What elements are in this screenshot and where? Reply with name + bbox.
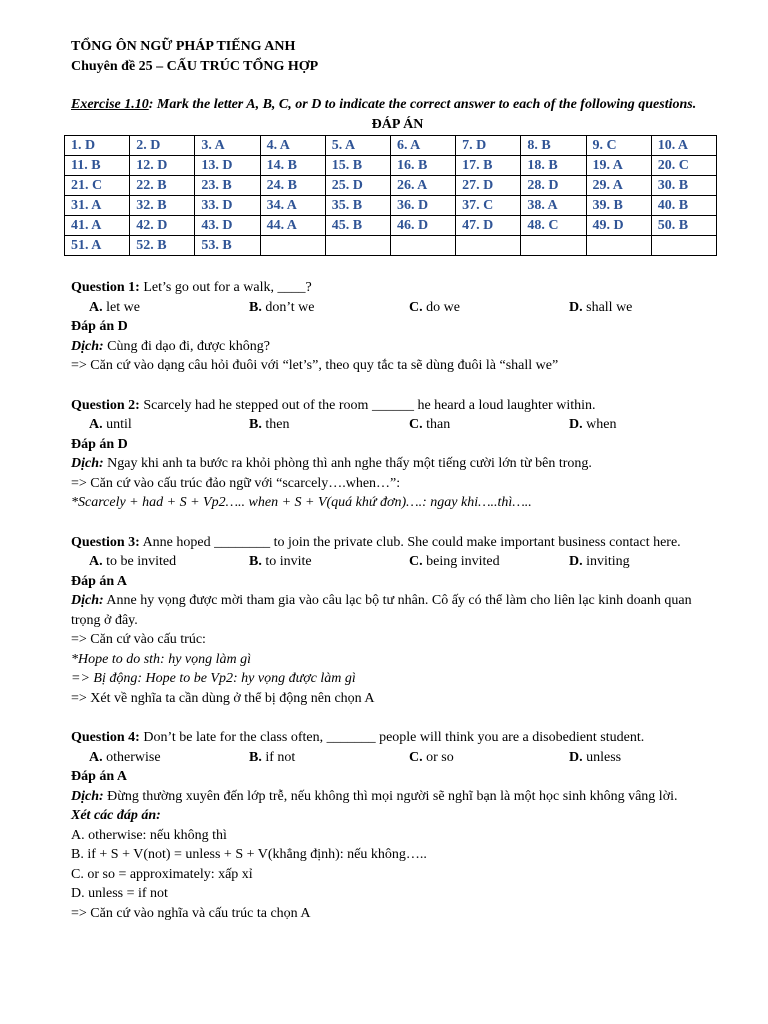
explanation-line: B. if + S + V(not) = unless + S + V(khẳng định): nếu không….. <box>71 847 427 862</box>
answer-key-cell: 9. C <box>586 136 651 156</box>
option-text: inviting <box>582 554 630 569</box>
answer-key-cell: 33. D <box>195 196 260 216</box>
answer-option <box>569 748 729 768</box>
answer-option <box>89 298 249 318</box>
answer-key-cell <box>325 236 390 256</box>
explanation-line: => Xét về nghĩa ta cần dùng ở thể bị động nên chọn A <box>71 690 375 706</box>
question-stem <box>71 278 711 298</box>
answer-key-cell <box>390 236 455 256</box>
answer-key-cell: 31. A <box>65 196 130 216</box>
translation <box>71 591 711 630</box>
answer-key-cell: 25. D <box>325 176 390 196</box>
option-letter: D. <box>569 749 583 765</box>
answer-option <box>249 552 409 572</box>
correct-answer: Đáp án D <box>71 319 128 334</box>
answer-key-row <box>65 156 717 176</box>
option-text: don’t we <box>261 299 315 315</box>
answer-key-cell: 3. A <box>195 136 260 156</box>
answer-key-cell: 53. B <box>195 236 260 256</box>
question-text: Don’t be late for the class often, _______ people will think you are a disobedient student. <box>139 730 645 745</box>
option-letter: D. <box>569 299 583 315</box>
translation-text: Đừng thường xuyên đến lớp trễ, nếu không thì mọi người sẽ nghĩ bạn là một học sinh không vâng lời. <box>103 788 678 804</box>
answer-key-cell: 17. B <box>456 156 521 176</box>
answer-key-cell: 6. A <box>390 136 455 156</box>
answer-key-cell: 32. B <box>130 196 195 216</box>
answer-key-cell: 7. D <box>456 136 521 156</box>
answer-key-cell: 15. B <box>325 156 390 176</box>
question-label: Question 3: <box>71 534 140 550</box>
option-text: shall we <box>582 299 633 315</box>
explanation-line: C. or so = approximately: xấp xỉ <box>71 866 253 882</box>
answer-key-title: ĐÁP ÁN <box>371 116 424 132</box>
answer-key-cell: 36. D <box>390 196 455 216</box>
explanation-line: Xét các đáp án: <box>71 808 161 823</box>
question-stem <box>71 396 711 416</box>
explanation-line: => Căn cứ vào nghĩa và cấu trúc ta chọn A <box>71 905 311 921</box>
question-label: Question 4: <box>71 730 140 745</box>
question-block <box>71 278 768 376</box>
option-letter: B. <box>249 554 262 569</box>
answer-key-cell: 38. A <box>521 196 586 216</box>
questions-list <box>71 278 768 923</box>
answer-key-cell <box>586 236 651 256</box>
answer-option <box>409 748 569 768</box>
explanation-line: *Hope to do sth: hy vọng làm gì <box>71 651 252 667</box>
answer-option <box>409 298 569 318</box>
answer-key-cell <box>651 236 716 256</box>
answer-key-cell: 16. B <box>390 156 455 176</box>
answer-key-cell: 42. D <box>130 216 195 236</box>
document-subtitle: Chuyên đề 25 – CẤU TRÚC TỔNG HỢP <box>71 58 319 74</box>
answer-key-row <box>65 136 717 156</box>
option-text: to be invited <box>102 554 177 569</box>
correct-answer: Đáp án A <box>71 769 128 784</box>
answer-key-cell: 34. A <box>260 196 325 216</box>
option-letter: D. <box>569 554 583 569</box>
answer-key-table <box>64 135 717 256</box>
option-letter: C. <box>409 749 423 765</box>
answer-key-cell: 10. A <box>651 136 716 156</box>
explanation-line: => Căn cứ vào dạng câu hỏi đuôi với “let’s”, theo quy tắc ta sẽ dùng đuôi là “shall we” <box>71 358 559 373</box>
answer-option <box>249 298 409 318</box>
answer-key-cell <box>260 236 325 256</box>
translation-label: Dịch: <box>71 593 104 608</box>
answer-key-cell: 27. D <box>456 176 521 196</box>
question-label: Question 2: <box>71 397 140 413</box>
answer-key-cell: 46. D <box>390 216 455 236</box>
translation-label: Dịch: <box>71 338 104 354</box>
option-text: until <box>102 417 132 432</box>
answer-key-cell: 1. D <box>65 136 130 156</box>
answer-key-cell: 28. D <box>521 176 586 196</box>
answer-option <box>569 415 729 435</box>
answer-key-cell: 37. C <box>456 196 521 216</box>
question-stem <box>71 728 711 748</box>
answer-options <box>89 748 768 768</box>
option-text: let we <box>102 299 140 315</box>
option-letter: C. <box>409 554 423 569</box>
answer-key-cell: 35. B <box>325 196 390 216</box>
translation-text: Anne hy vọng được mời tham gia vào câu lạc bộ tư nhân. Cô ấy có thể làm cho liên lạc kinh doanh quan trọng ở đây. <box>71 593 692 628</box>
answer-key-cell: 11. B <box>65 156 130 176</box>
option-text: then <box>261 417 290 432</box>
answer-key-cell: 19. A <box>586 156 651 176</box>
explanation-line: D. unless = if not <box>71 886 168 901</box>
answer-key-cell: 43. D <box>195 216 260 236</box>
answer-key-row <box>65 216 717 236</box>
question-block <box>71 533 768 709</box>
answer-key-row <box>65 196 717 216</box>
exercise-heading <box>71 95 711 115</box>
explanation-line: => Căn cứ vào cấu trúc: <box>71 632 206 647</box>
option-text: being invited <box>422 554 500 569</box>
option-text: if not <box>261 749 296 765</box>
answer-key-cell: 39. B <box>586 196 651 216</box>
option-letter: C. <box>409 417 423 432</box>
document-title: TỔNG ÔN NGỮ PHÁP TIẾNG ANH <box>71 39 296 54</box>
exercise-instruction: : Mark the letter A, B, C, or D to indicate the correct answer to each of the following questions. <box>148 97 697 112</box>
answer-key-row <box>65 176 717 196</box>
translation-text: Ngay khi anh ta bước ra khỏi phòng thì anh nghe thấy một tiếng cười lớn từ bên trong. <box>103 456 592 471</box>
answer-key-cell <box>456 236 521 256</box>
answer-key-cell: 13. D <box>195 156 260 176</box>
option-letter: B. <box>249 417 262 432</box>
answer-key-cell: 48. C <box>521 216 586 236</box>
answer-key-cell: 52. B <box>130 236 195 256</box>
question-block <box>71 728 768 923</box>
answer-key-cell: 14. B <box>260 156 325 176</box>
answer-key-cell: 12. D <box>130 156 195 176</box>
answer-key-cell: 2. D <box>130 136 195 156</box>
explanation-line: A. otherwise: nếu không thì <box>71 827 227 843</box>
option-text: do we <box>422 299 460 315</box>
answer-key-cell: 20. C <box>651 156 716 176</box>
answer-option <box>249 415 409 435</box>
answer-key-cell: 44. A <box>260 216 325 236</box>
answer-option <box>569 552 729 572</box>
answer-options <box>89 415 768 435</box>
translation-label: Dịch: <box>71 456 104 471</box>
answer-key-cell: 22. B <box>130 176 195 196</box>
answer-key-cell: 51. A <box>65 236 130 256</box>
option-letter: B. <box>249 749 262 765</box>
translation <box>71 454 711 474</box>
question-text: Anne hoped ________ to join the private club. She could make important business contact here. <box>139 534 681 550</box>
translation <box>71 337 711 357</box>
exercise-label: Exercise 1.10 <box>71 97 149 112</box>
answer-key-cell: 47. D <box>456 216 521 236</box>
answer-option <box>89 748 249 768</box>
answer-option <box>409 415 569 435</box>
explanation-line: *Scarcely + had + S + Vp2….. when + S + V(quá khứ đơn)….: ngay khi…..thì….. <box>71 495 532 510</box>
answer-key-cell: 41. A <box>65 216 130 236</box>
option-letter: A. <box>89 749 103 765</box>
answer-option <box>409 552 569 572</box>
question-label: Question 1: <box>71 280 140 295</box>
translation-text: Cùng đi dạo đi, được không? <box>103 338 270 354</box>
answer-key-cell: 23. B <box>195 176 260 196</box>
question-stem <box>71 533 711 553</box>
answer-key-cell: 18. B <box>521 156 586 176</box>
option-text: to invite <box>261 554 312 569</box>
translation-label: Dịch: <box>71 788 104 804</box>
explanation-line: => Bị động: Hope to be Vp2: hy vọng được làm gì <box>71 671 356 686</box>
answer-key-cell: 8. B <box>521 136 586 156</box>
option-text: than <box>422 417 451 432</box>
question-text: Scarcely had he stepped out of the room ______ he heard a loud laughter within. <box>139 397 596 413</box>
answer-key-cell: 4. A <box>260 136 325 156</box>
explanation-line: => Căn cứ vào cấu trúc đảo ngữ với “scarcely….when…”: <box>71 475 401 491</box>
option-letter: A. <box>89 417 103 432</box>
answer-key-cell: 26. A <box>390 176 455 196</box>
answer-key-cell: 5. A <box>325 136 390 156</box>
answer-options <box>89 298 768 318</box>
correct-answer: Đáp án D <box>71 436 128 452</box>
option-text: unless <box>582 749 622 765</box>
option-letter: D. <box>569 417 583 432</box>
answer-option <box>569 298 729 318</box>
answer-key-cell: 24. B <box>260 176 325 196</box>
option-letter: A. <box>89 554 103 569</box>
question-block <box>71 396 768 513</box>
answer-key-row <box>65 236 717 256</box>
option-letter: C. <box>409 299 423 315</box>
translation <box>71 787 711 807</box>
option-text: or so <box>422 749 454 765</box>
answer-key-cell: 49. D <box>586 216 651 236</box>
answer-option <box>249 748 409 768</box>
option-text: otherwise <box>102 749 161 765</box>
option-letter: A. <box>89 299 103 315</box>
option-letter: B. <box>249 299 262 315</box>
answer-option <box>89 552 249 572</box>
answer-option <box>89 415 249 435</box>
answer-key-cell: 50. B <box>651 216 716 236</box>
correct-answer: Đáp án A <box>71 573 128 589</box>
answer-key-cell: 45. B <box>325 216 390 236</box>
answer-key-cell <box>521 236 586 256</box>
question-text: Let’s go out for a walk, ____? <box>139 280 312 295</box>
answer-key-cell: 40. B <box>651 196 716 216</box>
answer-key-cell: 21. C <box>65 176 130 196</box>
answer-options <box>89 552 768 572</box>
option-text: when <box>582 417 617 432</box>
answer-key-cell: 29. A <box>586 176 651 196</box>
answer-key-cell: 30. B <box>651 176 716 196</box>
